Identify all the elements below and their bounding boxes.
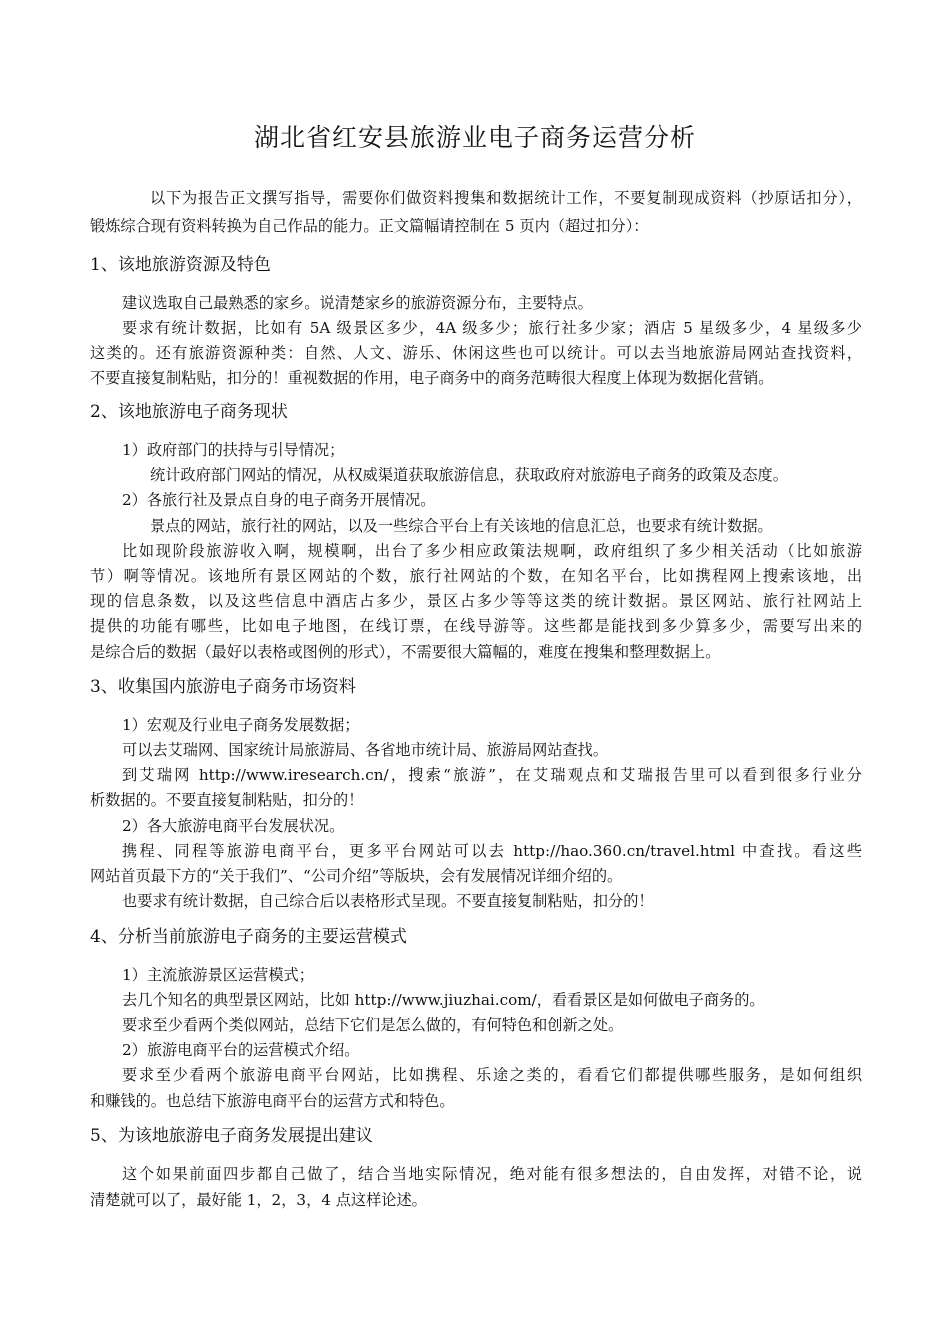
subsection-line: 2）各大旅游电商平台发展状况。 bbox=[122, 817, 345, 835]
paragraph-line: 可以去艾瑞网、国家统计局旅游局、各省地市统计局、旅游局网站查找。 bbox=[122, 741, 608, 759]
subsection-line: 1）主流旅游景区运营模式； bbox=[122, 966, 314, 984]
subsection-line: 1）政府部门的扶持与引导情况； bbox=[122, 441, 345, 459]
section-2-heading: 2、该地旅游电子商务现状 bbox=[90, 402, 288, 422]
paragraph-line: 要求有统计数据，比如有 5A 级景区多少，4A 级多少；旅行社多少家；酒店 5 星级多少，4 星级多少 bbox=[122, 319, 862, 337]
subsection-line: 1）宏观及行业电子商务发展数据； bbox=[122, 716, 360, 734]
section-4-heading: 4、分析当前旅游电子商务的主要运营模式 bbox=[90, 927, 407, 947]
paragraph-line: 这个如果前面四步都自己做了，结合当地实际情况，绝对能有很多想法的，自由发挥，对错不论，说 bbox=[122, 1165, 862, 1183]
paragraph-line: 比如现阶段旅游收入啊，规模啊，出台了多少相应政策法规啊，政府组织了多少相关活动（比如旅游 bbox=[122, 542, 862, 560]
paragraph-line: 要求至少看两个类似网站，总结下它们是怎么做的，有何特色和创新之处。 bbox=[122, 1016, 624, 1034]
paragraph-line: 清楚就可以了，最好能 1，2，3，4 点这样论述。 bbox=[90, 1191, 427, 1209]
intro-line-2: 锻炼综合现有资料转换为自己作品的能力。正文篇幅请控制在 5 页内（超过扣分）： bbox=[90, 217, 649, 235]
paragraph-line: 统计政府部门网站的情况，从权威渠道获取旅游信息，获取政府对旅游电子商务的政策及态度。 bbox=[150, 466, 788, 484]
paragraph-line: 和赚钱的。也总结下旅游电商平台的运营方式和特色。 bbox=[90, 1092, 455, 1110]
section-3-heading: 3、收集国内旅游电子商务市场资料 bbox=[90, 677, 356, 697]
section-1-heading: 1、该地旅游资源及特色 bbox=[90, 255, 271, 275]
section-5-heading: 5、为该地旅游电子商务发展提出建议 bbox=[90, 1126, 373, 1146]
paragraph-line: 现的信息条数，以及这些信息中酒店占多少，景区占多少等等这类的统计数据。景区网站、旅行社网站上 bbox=[90, 592, 862, 610]
paragraph-line: 建议选取自己最熟悉的家乡。说清楚家乡的旅游资源分布，主要特点。 bbox=[122, 294, 593, 312]
paragraph-line: 要求至少看两个旅游电商平台网站，比如携程、乐途之类的，看看它们都提供哪些服务，是如何组织 bbox=[122, 1066, 862, 1084]
paragraph-line: 提供的功能有哪些，比如电子地图，在线订票，在线导游等。这些都是能找到多少算多少，需要写出来的 bbox=[90, 617, 862, 635]
paragraph-line: 到艾瑞网 http://www.iresearch.cn/，搜索“旅游”，在艾瑞观点和艾瑞报告里可以看到很多行业分 bbox=[122, 766, 862, 784]
intro-line-1: 以下为报告正文撰写指导，需要你们做资料搜集和数据统计工作，不要复制现成资料（抄原话扣分）， bbox=[150, 189, 862, 207]
paragraph-line: 是综合后的数据（最好以表格或图例的形式），不需要很大篇幅的，难度在搜集和整理数据上。 bbox=[90, 643, 721, 661]
subsection-line: 2）各旅行社及景点自身的电子商务开展情况。 bbox=[122, 491, 436, 509]
paragraph-line: 去几个知名的典型景区网站，比如 http://www.jiuzhai.com/，看看景区是如何做电子商务的。 bbox=[122, 991, 765, 1009]
paragraph-line: 网站首页最下方的“关于我们”、“公司介绍”等版块，会有发展情况详细介绍的。 bbox=[90, 867, 623, 885]
paragraph-line: 析数据的。不要直接复制粘贴，扣分的！ bbox=[90, 791, 364, 809]
page-title: 湖北省红安县旅游业电子商务运营分析 bbox=[253, 123, 696, 152]
paragraph-line: 不要直接复制粘贴，扣分的！重视数据的作用，电子商务中的商务范畴很大程度上体现为数据化营销。 bbox=[90, 369, 774, 387]
paragraph-line: 节）啊等情况。该地所有景区网站的个数，旅行社网站的个数，在知名平台，比如携程网上搜索该地，出 bbox=[90, 567, 862, 585]
subsection-line: 2）旅游电商平台的运营模式介绍。 bbox=[122, 1041, 360, 1059]
paragraph-line: 这类的。还有旅游资源种类：自然、人文、游乐、休闲这些也可以统计。可以去当地旅游局网站查找资料， bbox=[90, 344, 862, 362]
paragraph-line: 也要求有统计数据，自己综合后以表格形式呈现。不要直接复制粘贴，扣分的！ bbox=[122, 892, 654, 910]
paragraph-line: 景点的网站，旅行社的网站，以及一些综合平台上有关该地的信息汇总，也要求有统计数据。 bbox=[150, 517, 773, 535]
paragraph-line: 携程、同程等旅游电商平台，更多平台网站可以去 http://hao.360.cn/travel.html 中查找。看这些 bbox=[122, 842, 862, 860]
